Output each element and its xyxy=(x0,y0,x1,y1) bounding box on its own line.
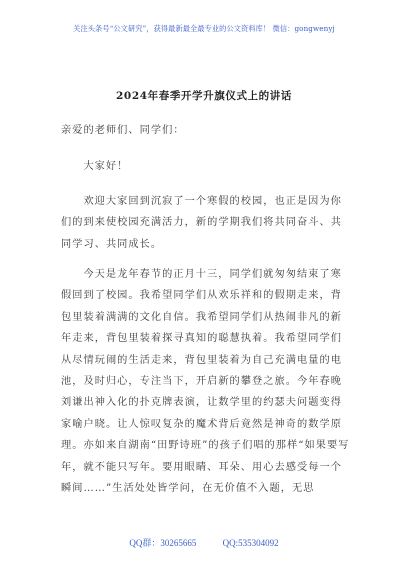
paragraph-2 xyxy=(61,264,351,499)
footer-qq-group: QQ群：30265665 xyxy=(129,538,197,548)
greeting-text: 大家好！ xyxy=(83,161,129,172)
salutation xyxy=(61,120,351,141)
paragraph-text: 欢迎大家回到沉寂了一个寒假的校园，也正是因为你们的到来使校园充满活力，新的学期我们将共同奋斗、共同学习、共同成长。 xyxy=(61,196,342,250)
greeting xyxy=(61,156,351,177)
page-title: 2024年春季开学升旗仪式上的讲话 xyxy=(116,90,292,102)
paragraph-text: 今天是龙年春节的正月十三，同学们就匆匆结束了寒假回到了校园。我希望同学们从欢乐祥和的假期走来，背包里装着满满的文化自信。我希望同学们从热闹非凡的新年走来，背包里装着探寻真知的聪慧执着。我希望同学们从尽情玩闹的生活走来，背包里装着为自己充满电量的电池，及时归心，专注当下，开启新的攀登之旅。今年春晚刘谦出神入化的扑克牌表演，让数学里的约瑟夫问题变得家喻户晓。让人惊叹复杂的魔术背后竟然是神奇的数学原理。亦如来自湖南“田野诗班”的孩子们唱的那样“如果要写年，就不能只写年。要用眼睛、耳朵、用心去感受每一个瞬间……”生活处处皆学问，在无价值不入题，无思 xyxy=(61,269,350,495)
footer-contact xyxy=(0,536,408,549)
header-promo-note: 关注头条号“公文研究”，获得最新最全最专业的公文资料库！ 微信：gongwenyj xyxy=(73,24,335,33)
paragraph-1 xyxy=(61,191,351,255)
footer-qq: QQ:535304092 xyxy=(222,538,279,548)
salutation-text: 亲爱的老师们、同学们： xyxy=(61,125,185,136)
